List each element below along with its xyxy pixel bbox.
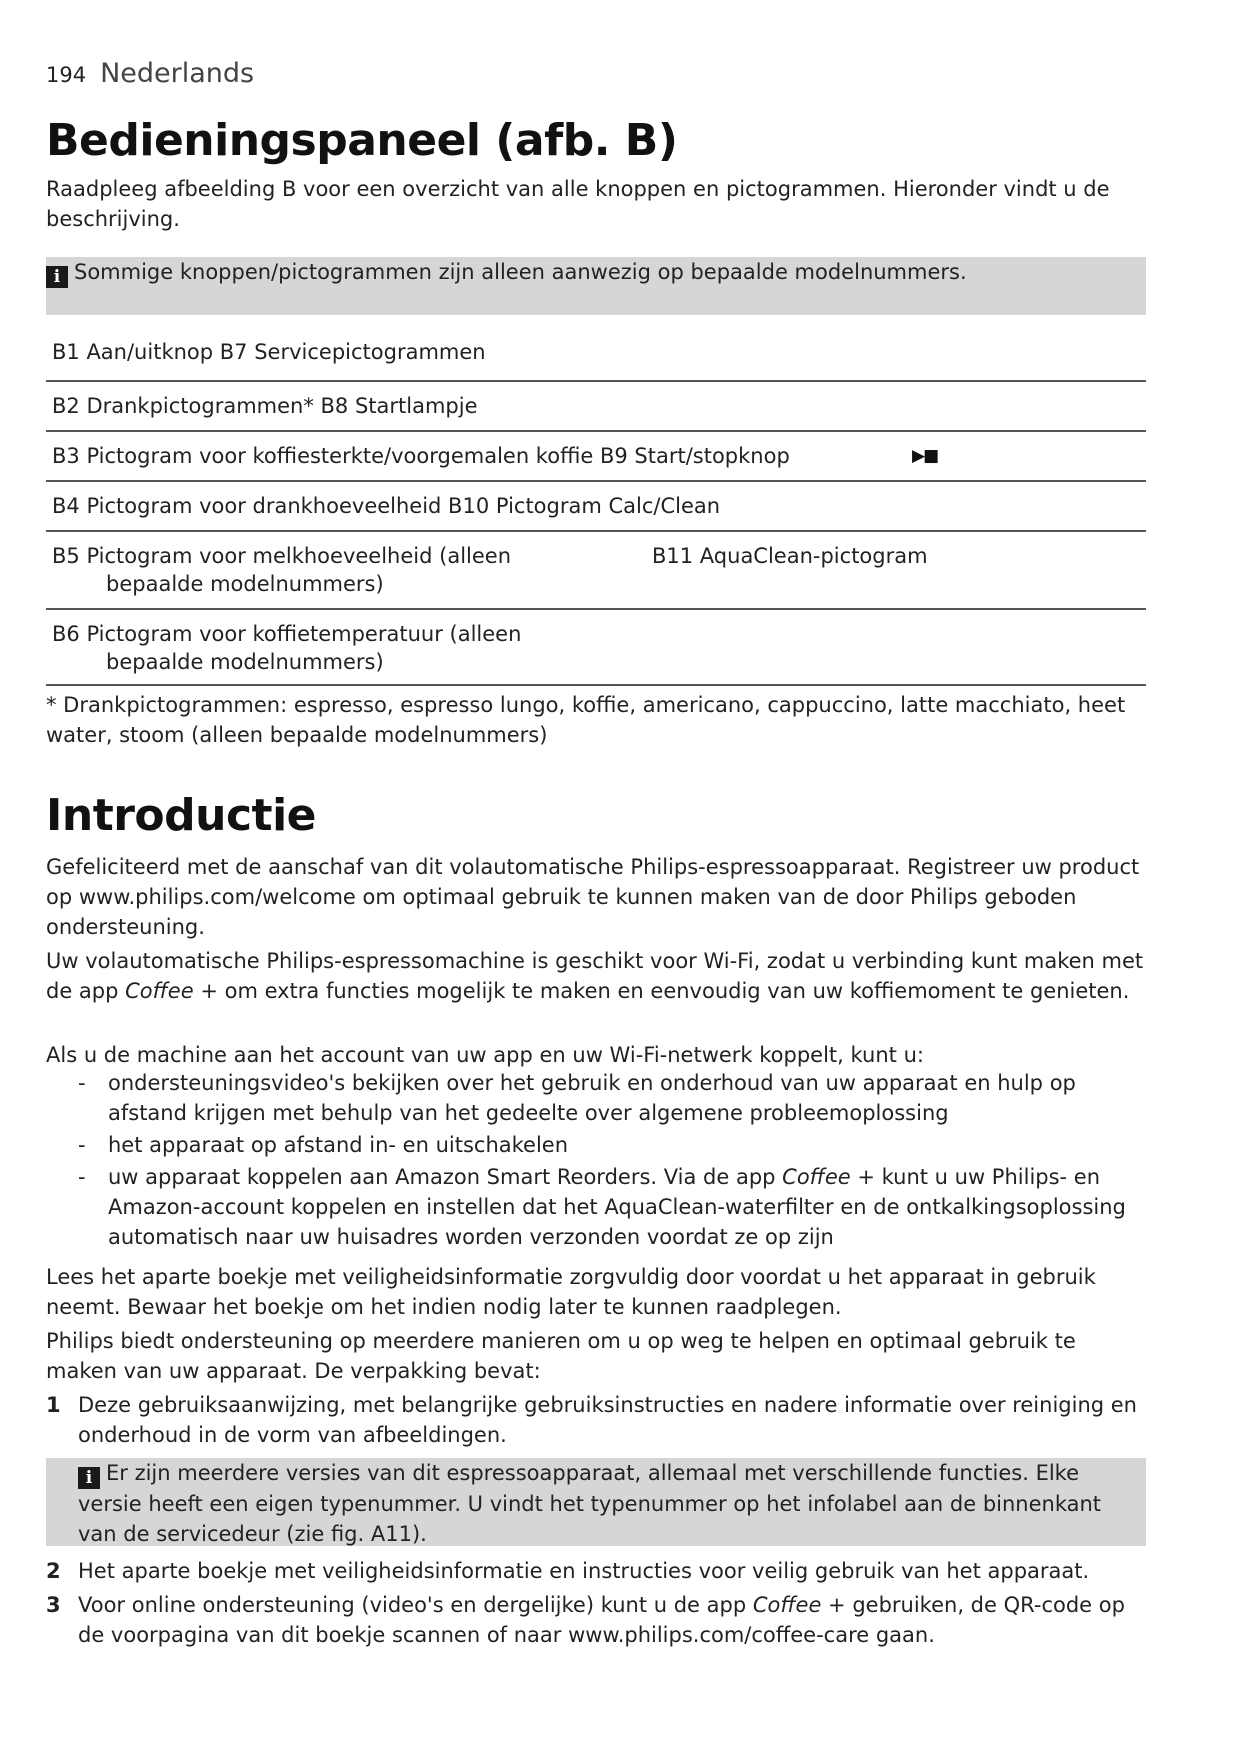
feature-list — [46, 1068, 1146, 1254]
control-panel-note-text: Sommige knoppen/pictogrammen zijn alleen aanwezig op bepaalde modelnummers. — [74, 260, 967, 284]
start-stop-icon: ▶■ — [912, 446, 938, 466]
table-row: B1 Aan/uitknop B7 Servicepictogrammen — [46, 328, 1146, 382]
info-icon: i — [78, 1467, 100, 1489]
table-row: B6 Pictogram voor koffietemperatuur (alleen bepaalde modelnummers) — [46, 610, 1146, 686]
intro-paragraph-4: Lees het aparte boekje met veiligheidsinformatie zorgvuldig door voordat u het apparaat in gebruik neemt. Bewaar het boekje om het indien nodig later te kunnen raadplegen. — [46, 1265, 1096, 1319]
list-item: - het apparaat op afstand in- en uitschakelen — [78, 1133, 569, 1157]
table-row: B3 Pictogram voor koffiesterkte/voorgemalen koffie B9 Start/stopknop ▶■ — [46, 432, 1146, 482]
introduction-title: Introductie — [46, 790, 317, 841]
control-panel-title: Bedieningspaneel (afb. B) — [46, 115, 678, 166]
footnote: * Drankpictogrammen: espresso, espresso lungo, koffie, americano, cappuccino, latte macchiato, heet water, stoom (alleen bepaalde modelnummers) — [46, 693, 1126, 747]
list-item: 1 Deze gebruiksaanwijzing, met belangrijke gebruiksinstructies en nadere informatie over reiniging en onderhoud in de vorm van afbeeldingen. — [46, 1393, 1137, 1447]
page-number: 194 — [46, 63, 87, 87]
list-item: 2 Het aparte boekje met veiligheidsinformatie en instructies voor veilig gebruik van het apparaat. — [46, 1559, 1090, 1583]
table-row: B4 Pictogram voor drankhoeveelheid B10 Pictogram Calc/Clean — [46, 482, 1146, 532]
version-note — [46, 1458, 1146, 1546]
version-note-text: Er zijn meerdere versies van dit espressoapparaat, allemaal met verschillende functies. Elke versie heeft een eigen typenummer. U vindt het typenummer op het infolabel aan de binnenkant van de servicedeur (zie fig. A11). — [78, 1461, 1102, 1546]
info-icon: i — [46, 266, 68, 288]
page-header — [46, 58, 254, 89]
table-row: B2 Drankpictogrammen* B8 Startlampje — [46, 382, 1146, 432]
table-row: B5 Pictogram voor melkhoeveelheid (alleen bepaalde modelnummers) B11 AquaClean-pictogram — [46, 532, 1146, 610]
list-item: - uw apparaat koppelen aan Amazon Smart Reorders. Via de app Coffee + kunt u uw Philips- en Amazon-account koppelen en instellen dat het AquaClean-waterfilter en de ontkalkingsoplossing automatisch naar uw huisadres worden verzonden voordat ze op zijn — [78, 1165, 1126, 1249]
control-panel-table — [46, 328, 1146, 686]
intro-paragraph-5: Philips biedt ondersteuning op meerdere manieren om u op weg te helpen en optimaal gebruik te maken van uw apparaat. De verpakking bevat: — [46, 1329, 1076, 1383]
control-panel-note — [46, 257, 1146, 315]
list-item: - ondersteuningsvideo's bekijken over het gebruik en onderhoud van uw apparaat en hulp op afstand krijgen met behulp van het gedeelte over algemene probleemoplossing — [78, 1071, 1076, 1125]
control-panel-intro: Raadpleeg afbeelding B voor een overzicht van alle knoppen en pictogrammen. Hieronder vindt u de beschrijving. — [46, 177, 1110, 231]
intro-paragraph-3: Als u de machine aan het account van uw app en uw Wi-Fi-netwerk koppelt, kunt u: — [46, 1043, 924, 1067]
section-label: Nederlands — [100, 58, 255, 89]
intro-paragraph-1: Gefeliciteerd met de aanschaf van dit volautomatische Philips-espressoapparaat. Registreer uw product op www.philips.com/welcome om optimaal gebruik te kunnen maken van de door Philips geboden ondersteuning. — [46, 855, 1140, 939]
list-item: 3 Voor online ondersteuning (video's en dergelijke) kunt u de app Coffee + gebruiken, de QR-code op de voorpagina van dit boekje scannen of naar www.philips.com/coffee-care gaan. — [46, 1593, 1125, 1647]
intro-paragraph-2: Uw volautomatische Philips-espressomachine is geschikt voor Wi-Fi, zodat u verbinding kunt maken met de app Coffee + om extra functies mogelijk te maken en eenvoudig van uw koffiemoment te genieten. — [46, 949, 1144, 1003]
